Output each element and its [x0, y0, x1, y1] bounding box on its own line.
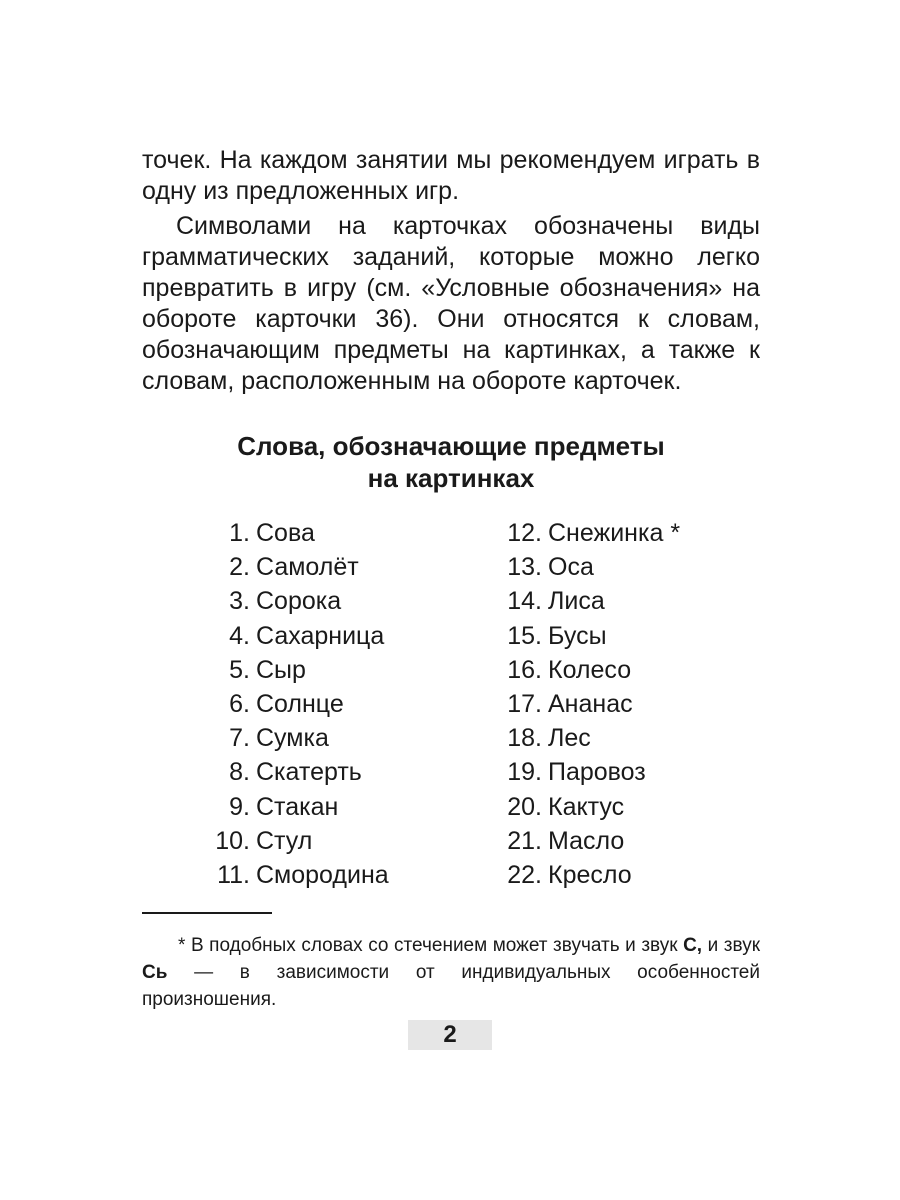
item-number: 22.	[507, 860, 542, 889]
list-item	[496, 824, 680, 858]
item-number: 18.	[507, 724, 542, 753]
list-item	[496, 550, 680, 584]
item-number: 9.	[229, 792, 250, 821]
footnote-sound-1: С,	[683, 935, 703, 956]
list-item	[200, 584, 389, 618]
item-word: Сумка	[256, 724, 329, 753]
item-word: Сова	[256, 519, 315, 547]
item-word: Масло	[548, 826, 625, 855]
item-number: 6.	[229, 689, 250, 718]
page-number: 2	[408, 1020, 492, 1050]
list-item	[200, 824, 389, 858]
section-heading-line-2: на картинках	[367, 463, 535, 493]
item-word: Самолёт	[256, 553, 359, 582]
item-number: 21.	[507, 826, 542, 855]
section-heading-line-1: Слова, обозначающие предметы	[237, 431, 665, 461]
item-word: Лиса	[548, 587, 605, 616]
item-word: Сахарница	[256, 621, 385, 650]
item-number: 10.	[215, 826, 250, 855]
item-number: 13.	[507, 553, 542, 582]
item-number: 12.	[507, 519, 542, 547]
intro-paragraph-2: Символами на карточках обозначены виды грамматических заданий, которые можно легко превратить в игру (см. «Условные обозначения» на обороте карточки 36). Они относятся к словам, обозначающим предметы на картинках, а также к словам, расположенным на обороте карточек.	[142, 212, 760, 395]
list-item	[200, 721, 389, 755]
list-item	[200, 550, 389, 584]
list-item	[496, 516, 680, 550]
item-number: 14.	[507, 587, 542, 616]
item-number: 11.	[217, 860, 250, 889]
item-word: Лес	[548, 724, 591, 753]
list-item	[200, 790, 389, 824]
item-number: 5.	[229, 655, 250, 684]
list-item	[200, 687, 389, 721]
item-number: 4.	[229, 621, 250, 650]
list-item	[496, 755, 680, 789]
item-word: Снежинка *	[548, 519, 681, 547]
item-number: 3.	[229, 587, 250, 616]
item-number: 1.	[229, 519, 250, 547]
item-word: Ананас	[548, 689, 633, 718]
footnote	[142, 932, 760, 1013]
list-item	[200, 516, 389, 550]
item-number: 17.	[507, 689, 542, 718]
item-number: 15.	[507, 621, 542, 650]
item-word: Бусы	[548, 621, 607, 650]
word-list-right-column	[496, 516, 680, 892]
footnote-part-1: * В подобных словах со стечением может звучать и звук	[178, 935, 684, 956]
item-word: Сорока	[256, 587, 342, 616]
word-list-left-column	[200, 516, 389, 892]
item-word: Паровоз	[548, 758, 646, 787]
list-item	[496, 721, 680, 755]
list-item	[496, 858, 680, 892]
item-number: 2.	[229, 553, 250, 582]
section-heading	[142, 430, 760, 494]
item-word: Смородина	[256, 860, 389, 889]
item-word: Кактус	[548, 792, 625, 821]
item-word: Кресло	[548, 860, 632, 889]
item-number: 20.	[507, 792, 542, 821]
footnote-text	[142, 932, 760, 1013]
item-word: Сыр	[256, 655, 306, 684]
list-item	[496, 653, 680, 687]
list-item	[496, 619, 680, 653]
item-word: Стул	[256, 826, 313, 855]
item-word: Оса	[548, 553, 594, 582]
item-word: Солнце	[256, 689, 344, 718]
footnote-part-2: и звук	[702, 935, 761, 956]
item-word: Стакан	[256, 792, 339, 821]
item-number: 16.	[507, 655, 542, 684]
intro-paragraph-1: точек. На каждом занятии мы рекомендуем играть в одну из предложенных игр.	[142, 146, 760, 205]
list-item	[200, 858, 389, 892]
item-number: 8.	[229, 758, 250, 787]
list-item	[496, 584, 680, 618]
item-number: 7.	[229, 724, 250, 753]
item-word: Скатерть	[256, 758, 362, 787]
footnote-sound-2: Сь	[142, 962, 168, 983]
footnote-part-3: — в зависимости от индивидуальных особенностей произношения.	[142, 962, 760, 1010]
list-item	[496, 687, 680, 721]
item-number: 19.	[507, 758, 542, 787]
item-word: Колесо	[548, 655, 632, 684]
footnote-divider	[142, 912, 272, 914]
intro-text	[142, 145, 760, 397]
list-item	[200, 619, 389, 653]
list-item	[496, 790, 680, 824]
list-item	[200, 653, 389, 687]
list-item	[200, 755, 389, 789]
